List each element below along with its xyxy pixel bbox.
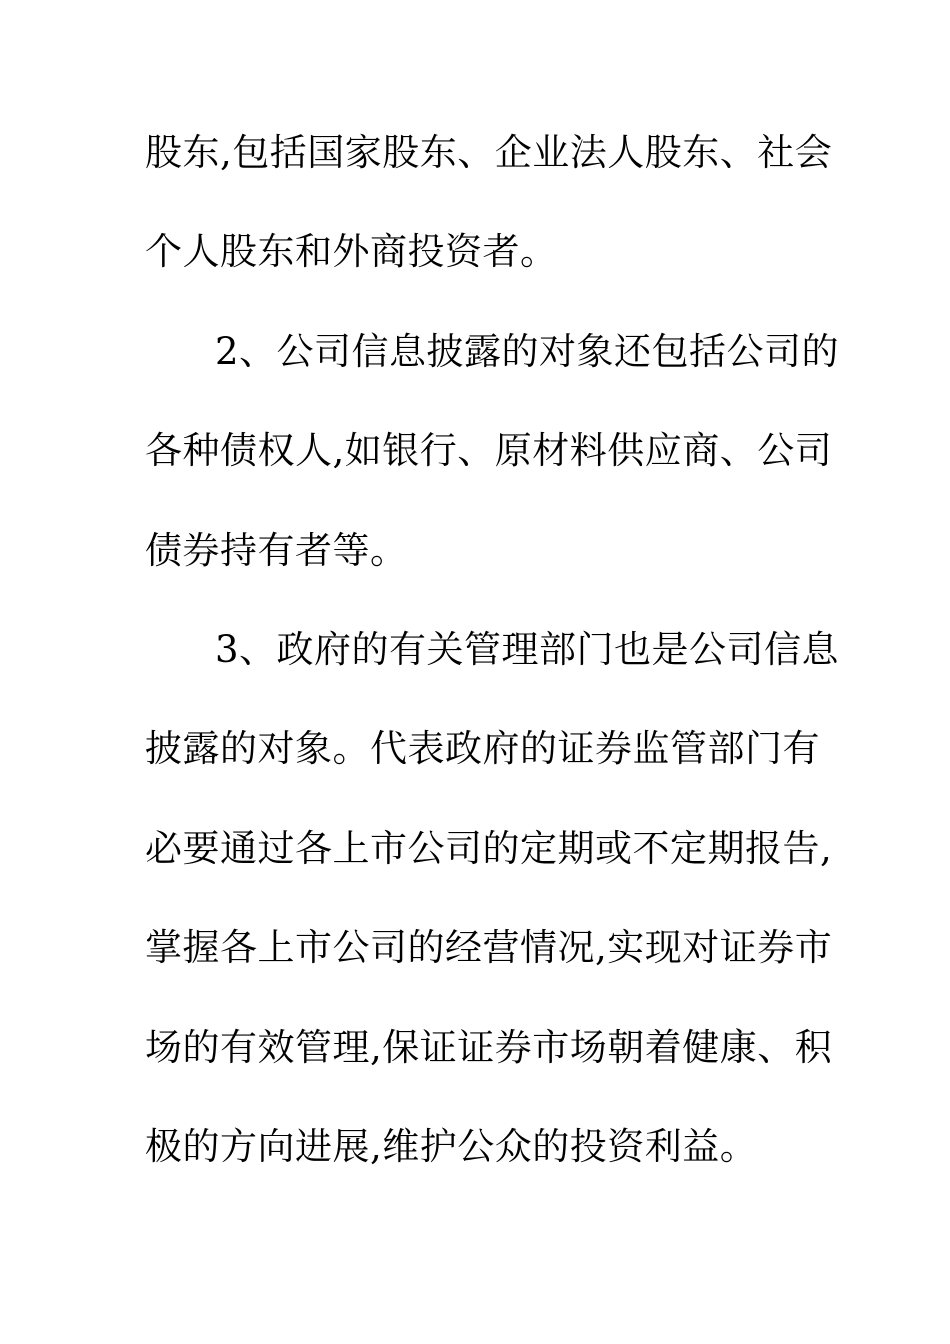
paragraph-line: 披露的对象。代表政府的证券监管部门有 bbox=[145, 727, 820, 770]
paragraph-line: 债券持有者等。 bbox=[145, 529, 408, 572]
paragraph-line: 2、公司信息披露的对象还包括公司的 bbox=[215, 330, 840, 373]
paragraph-line: 3、政府的有关管理部门也是公司信息 bbox=[215, 628, 840, 671]
paragraph-line: 掌握各上市公司的经营情况,实现对证券市 bbox=[145, 926, 833, 969]
paragraph-line: 场的有效管理,保证证券市场朝着健康、积 bbox=[145, 1026, 833, 1069]
paragraph-line: 各种债权人,如银行、原材料供应商、公司 bbox=[145, 429, 833, 472]
paragraph-line: 极的方向进展,维护公众的投资利益。 bbox=[145, 1125, 758, 1168]
paragraph-line: 必要通过各上市公司的定期或不定期报告, bbox=[145, 827, 833, 870]
paragraph-line: 股东,包括国家股东、企业法人股东、社会 bbox=[145, 131, 833, 174]
paragraph-line: 个人股东和外商投资者。 bbox=[145, 230, 558, 273]
